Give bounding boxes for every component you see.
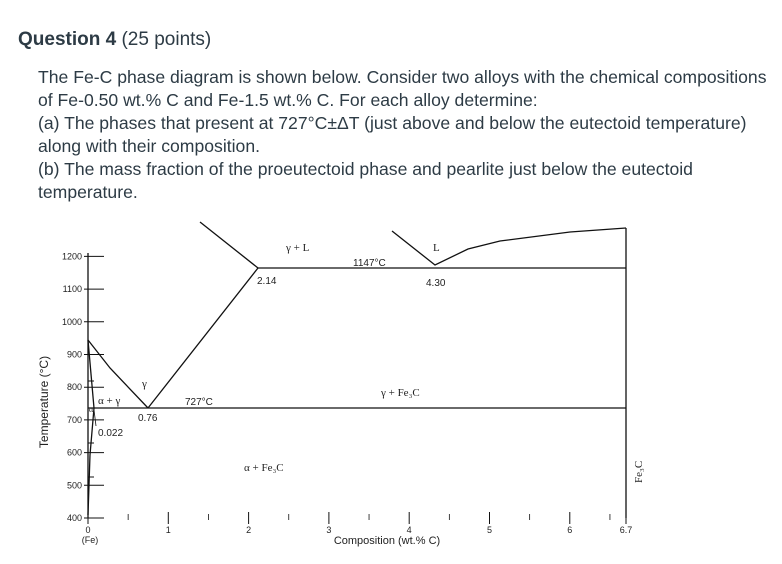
x-origin-sub: (Fe)	[81, 535, 99, 545]
liquidus-left	[200, 222, 258, 268]
question-points: (25 points)	[121, 29, 212, 50]
label-eutectic-temp: 1147°C	[353, 258, 386, 269]
y-tick-label: 800	[66, 382, 82, 393]
phase-labels	[89, 242, 645, 483]
y-tick-label: 500	[66, 480, 82, 491]
alpha-gamma-boundary	[88, 340, 94, 408]
x-tick-label: 2	[246, 525, 252, 535]
question-part-b: (b) The mass fraction of the proeutectoid phase and pearlite just below the eutectoid temperature.	[38, 159, 693, 202]
x-tick-label: 6.7	[619, 525, 633, 535]
liquidus-right	[392, 228, 626, 265]
question-intro: The Fe-C phase diagram is shown below. Consider two alloys with the chemical compositions of Fe-0.50 wt.% C and Fe-1.5 wt.% C. For each alloy determine:	[38, 67, 767, 110]
label-max-gamma-solubility: 2.14	[257, 276, 277, 287]
y-axis-label: Temperature (°C)	[37, 355, 51, 449]
x-tick-label: 0	[85, 525, 91, 535]
fe-c-phase-diagram	[30, 215, 645, 550]
question-part-a: (a) The phases that present at 727°C±ΔT (just above and below the eutectoid temperature) along with their composition.	[38, 113, 747, 156]
y-tick-label: 900	[66, 349, 82, 360]
y-tick-label: 600	[66, 447, 82, 458]
question-title	[18, 29, 211, 51]
label-eutectic-comp: 4.30	[426, 278, 446, 289]
phase-alpha-plus-gamma: α + γ	[98, 395, 121, 407]
phase-alpha: α	[89, 405, 94, 414]
phase-gamma-plus-liquid: γ + L	[286, 242, 310, 254]
y-tick-label: 1000	[61, 316, 82, 327]
phase-alpha-plus-fe3c: α + Fe₃C	[244, 462, 284, 474]
x-tick-label: 1	[165, 525, 171, 535]
label-max-alpha-solubility: 0.022	[98, 428, 124, 439]
question-body	[38, 66, 773, 204]
y-tick-label: 400	[66, 513, 82, 523]
label-eutectoid-temp: 727°C	[185, 397, 213, 408]
axes	[62, 251, 632, 545]
label-eutectoid-comp: 0.76	[138, 413, 158, 424]
leader-line	[94, 410, 96, 426]
question-label: Question 4	[18, 29, 117, 50]
acm-line	[148, 268, 258, 408]
alpha-solvus	[88, 408, 94, 515]
y-tick-label: 700	[66, 414, 82, 425]
x-tick-label: 5	[486, 525, 493, 535]
phase-liquid: L	[433, 242, 440, 254]
phase-cementite: Fe₃C	[633, 460, 645, 483]
phase-gamma: γ	[142, 378, 147, 390]
x-axis-label: Composition (wt.% C)	[333, 535, 441, 547]
x-tick-label: 3	[326, 525, 332, 535]
y-tick-label: 1200	[61, 251, 82, 262]
y-tick-label: 1100	[62, 284, 82, 295]
phase-gamma-plus-fe3c: γ + Fe₃C	[381, 387, 420, 399]
x-tick-label: 4	[406, 525, 412, 535]
x-tick-label: 6	[567, 525, 573, 535]
